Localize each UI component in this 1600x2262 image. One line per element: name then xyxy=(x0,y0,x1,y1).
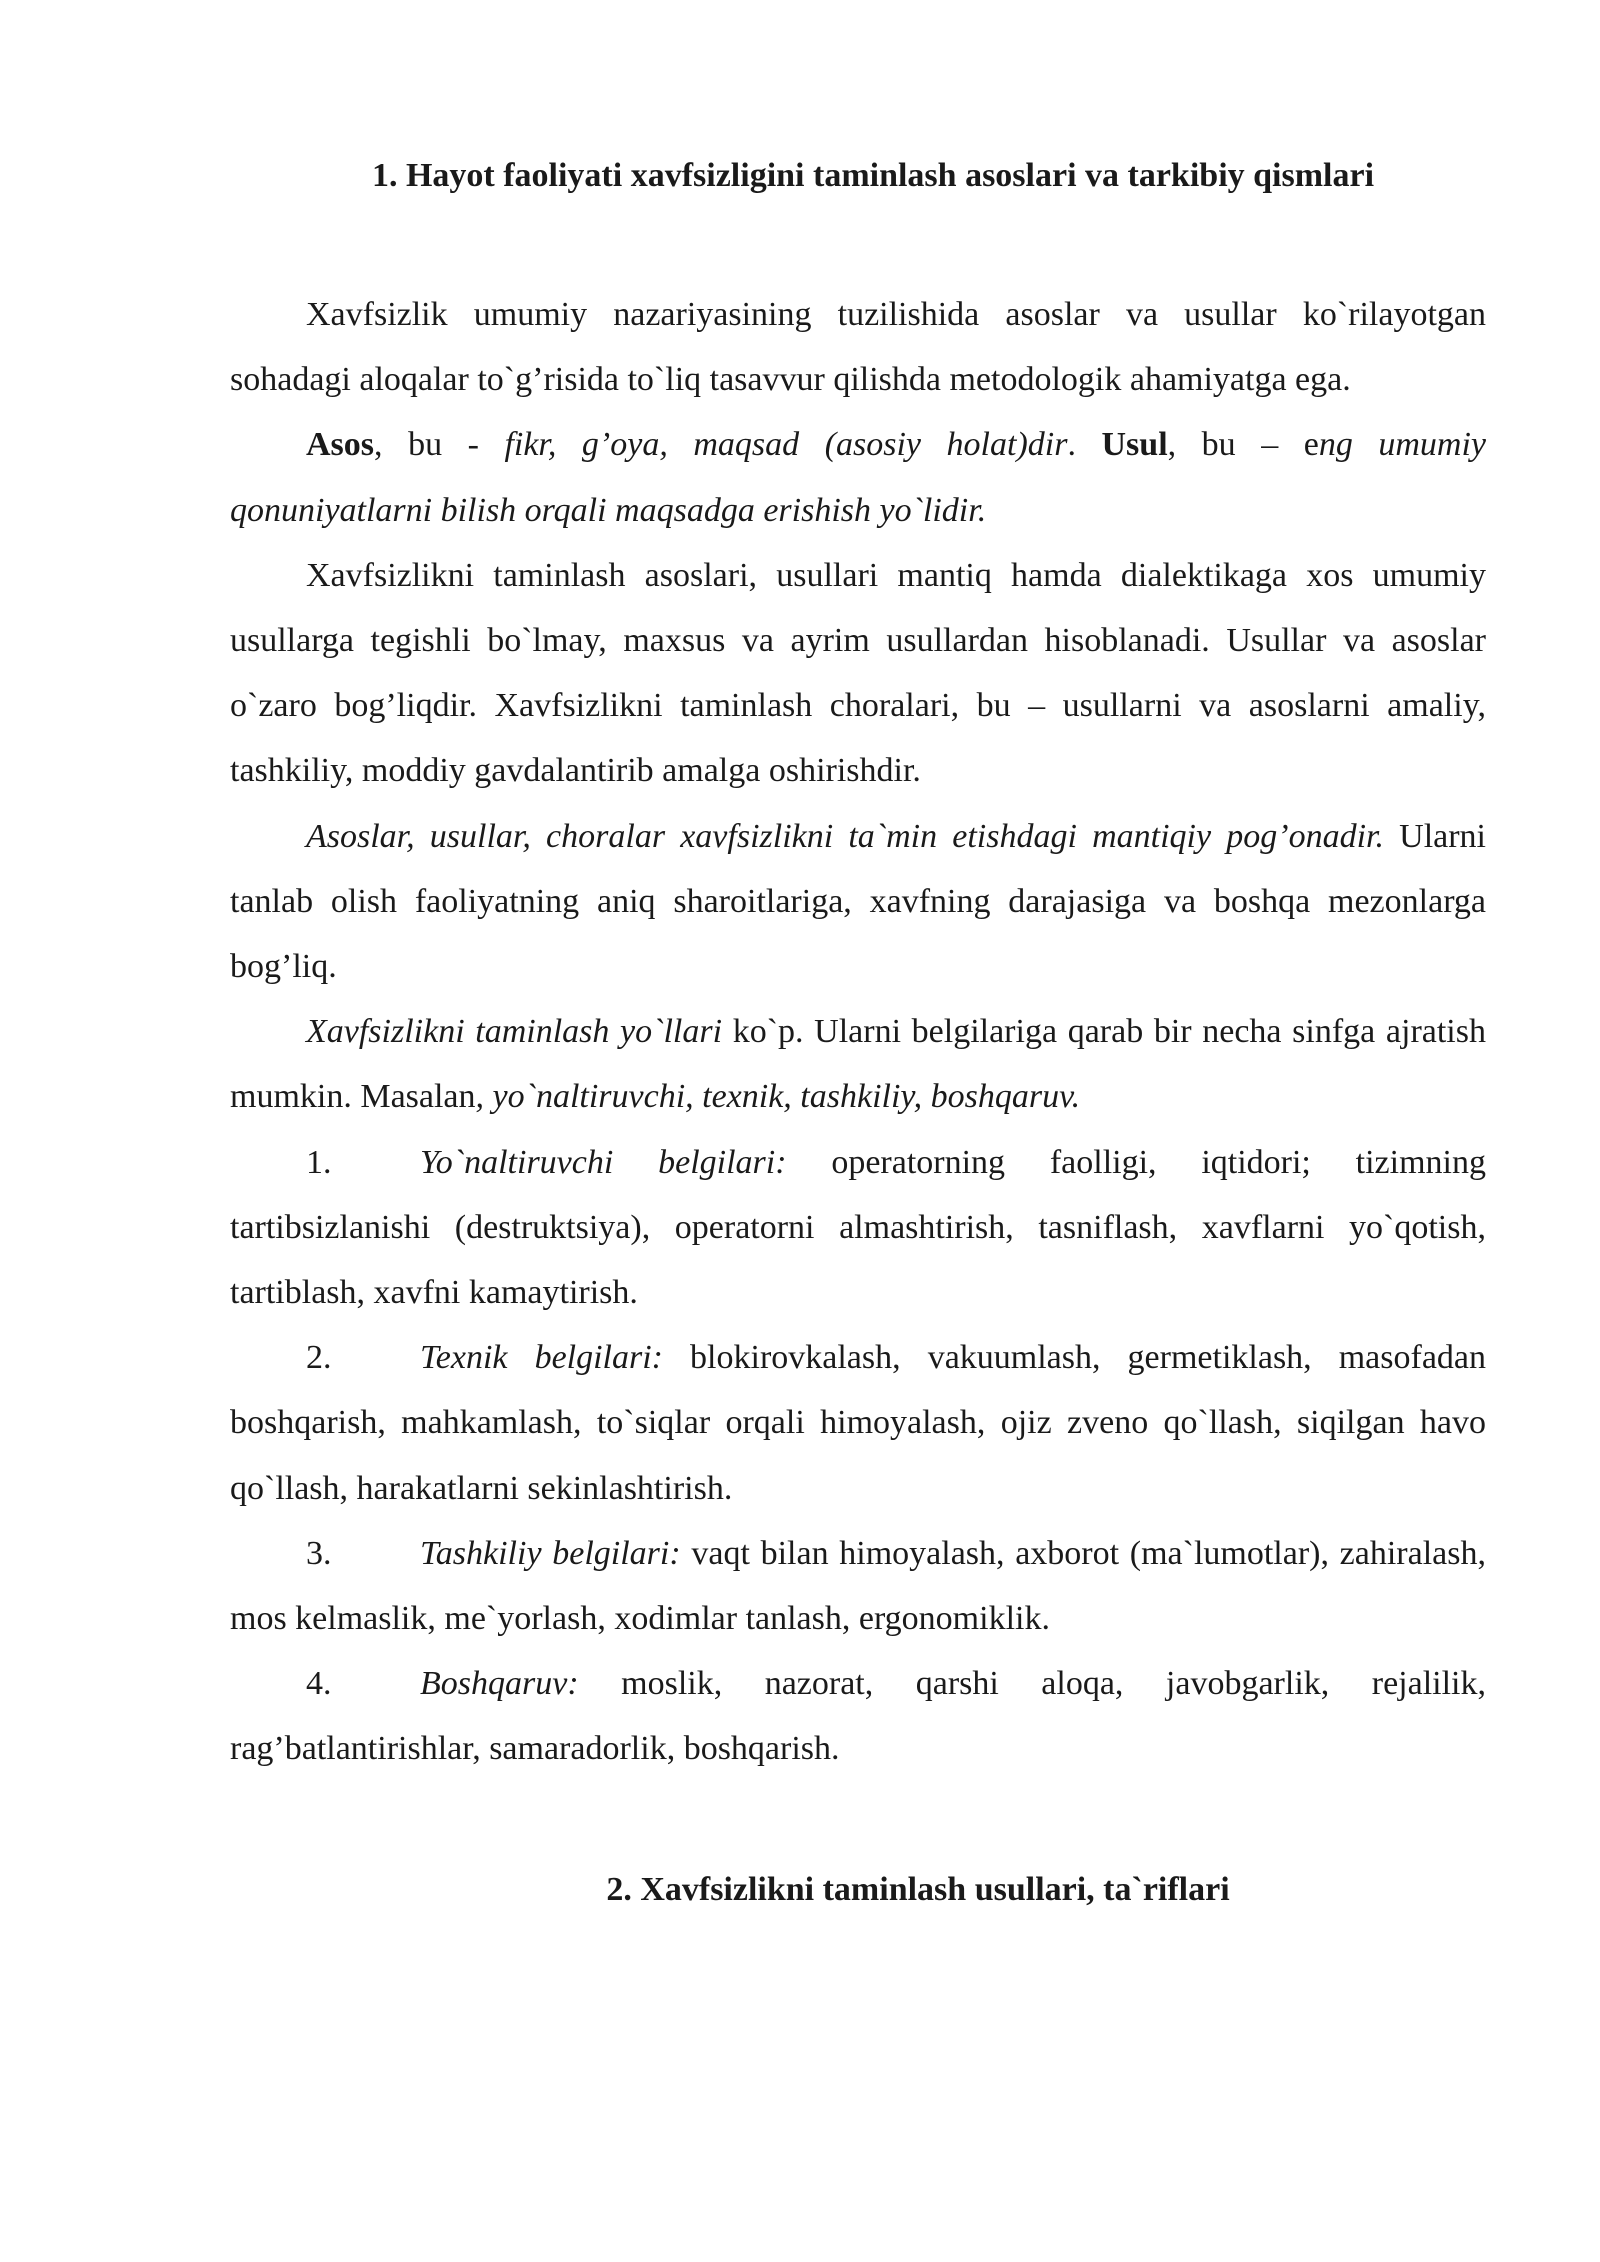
list-text: blokirovkalash, vakuumlash, germetiklash, masofadan boshqarish, mahkamlash, to`siqlar orqali himoyalash, ojiz zveno qo`llash, siqilgan havo qo`llash, harakatlarni sekinlashtirish. xyxy=(230,1339,1487,1507)
usul-definition: ng umumiy qonuniyatlarni bilish orqali maqsadga erishish yo`lidir. xyxy=(230,426,1487,529)
asos-separator: , bu - xyxy=(374,426,505,464)
levels-rest: Ularni tanlab olish faoliyatning aniq sharoitlariga, xavfning darajasiga va boshqa mezonlarga bog’liq. xyxy=(230,817,1487,986)
document-body xyxy=(230,282,1486,1782)
list-number: 1. xyxy=(306,1143,332,1181)
list-text: vaqt bilan himoyalash, axborot (ma`lumotlar), zahiralash, mos kelmaslik, me`yorlash, xodimlar tanlash, ergonomiklik. xyxy=(230,1534,1486,1638)
paragraph-intro: Xavfsizlik umumiy nazariyasining tuzilishida asoslar va usullar ko`rilayotgan sohadagi aloqalar to`g’risida to`liq tasavvur qilishda metodologik ahamiyatga ega. xyxy=(230,296,1486,399)
list-item xyxy=(230,1521,1486,1651)
paragraph-definitions xyxy=(230,412,1486,542)
section-heading-2: 2. Xavfsizlikni taminlash usullari, ta`riflari xyxy=(606,1870,1230,1908)
asos-definition: fikr, g’oya, maqsad (asosiy holat)dir xyxy=(504,426,1068,464)
list-label: Boshqaruv: xyxy=(420,1665,579,1703)
term-usul: Usul xyxy=(1101,426,1168,464)
levels-statement: Asoslar, usullar, choralar xavfsizlikni ta`min etishdagi mantiqiy pog’onadir. xyxy=(306,817,1384,855)
list-item xyxy=(230,1651,1486,1781)
list-item xyxy=(230,1130,1486,1326)
list-number: 3. xyxy=(306,1534,332,1572)
definition-separator: . xyxy=(1067,426,1102,464)
ways-examples: , yo`naltiruvchi, texnik, tashkiliy, boshqaruv. xyxy=(475,1078,1081,1116)
term-asos: Asos xyxy=(306,426,375,464)
list-label: Yo`naltiruvchi belgilari: xyxy=(420,1143,787,1181)
paragraph-ways xyxy=(230,999,1486,1129)
list-text: moslik, nazorat, qarshi aloqa, javobgarlik, rejalilik, rag’batlantirishlar, samaradorlik, boshqarish. xyxy=(230,1665,1486,1768)
list-number: 4. xyxy=(306,1665,332,1703)
ways-term: Xavfsizlikni taminlash yo`llari xyxy=(306,1013,723,1051)
list-label: Texnik belgilari: xyxy=(420,1339,663,1377)
list-number: 2. xyxy=(306,1339,332,1377)
paragraph-methods: Xavfsizlikni taminlash asoslari, usullari mantiq hamda dialektikaga xos umumiy usullarga tegishli bo`lmay, maxsus va ayrim usullardan hisoblanadi. Usullar va asoslar o`zaro bog’liqdir. Xavfsizlikni taminlash choralari, bu – usullarni va asoslarni amaliy, tashkiliy, moddiy gavdalantirib amalga oshirishdir. xyxy=(230,556,1486,790)
list-label: Tashkiliy belgilari: xyxy=(420,1534,681,1572)
ways-text: ko`p. Ularni belgilariga qarab bir necha sinfga ajratish mumkin. Masalan xyxy=(230,1013,1486,1116)
list-item xyxy=(230,1325,1486,1521)
section-heading-1: 1. Hayot faoliyati xavfsizligini taminlash asoslari va tarkibiy qismlari xyxy=(371,157,1375,194)
list-text: operatorning faolligi, iqtidori; tizimning tartibsizlanishi (destruktsiya), operatorni almashtirish, tasniflash, xavflarni yo`qotish, tartiblash, xavfni kamaytirish. xyxy=(230,1143,1486,1312)
paragraph-levels xyxy=(230,804,1486,1000)
usul-separator: , bu – e xyxy=(1167,426,1319,464)
